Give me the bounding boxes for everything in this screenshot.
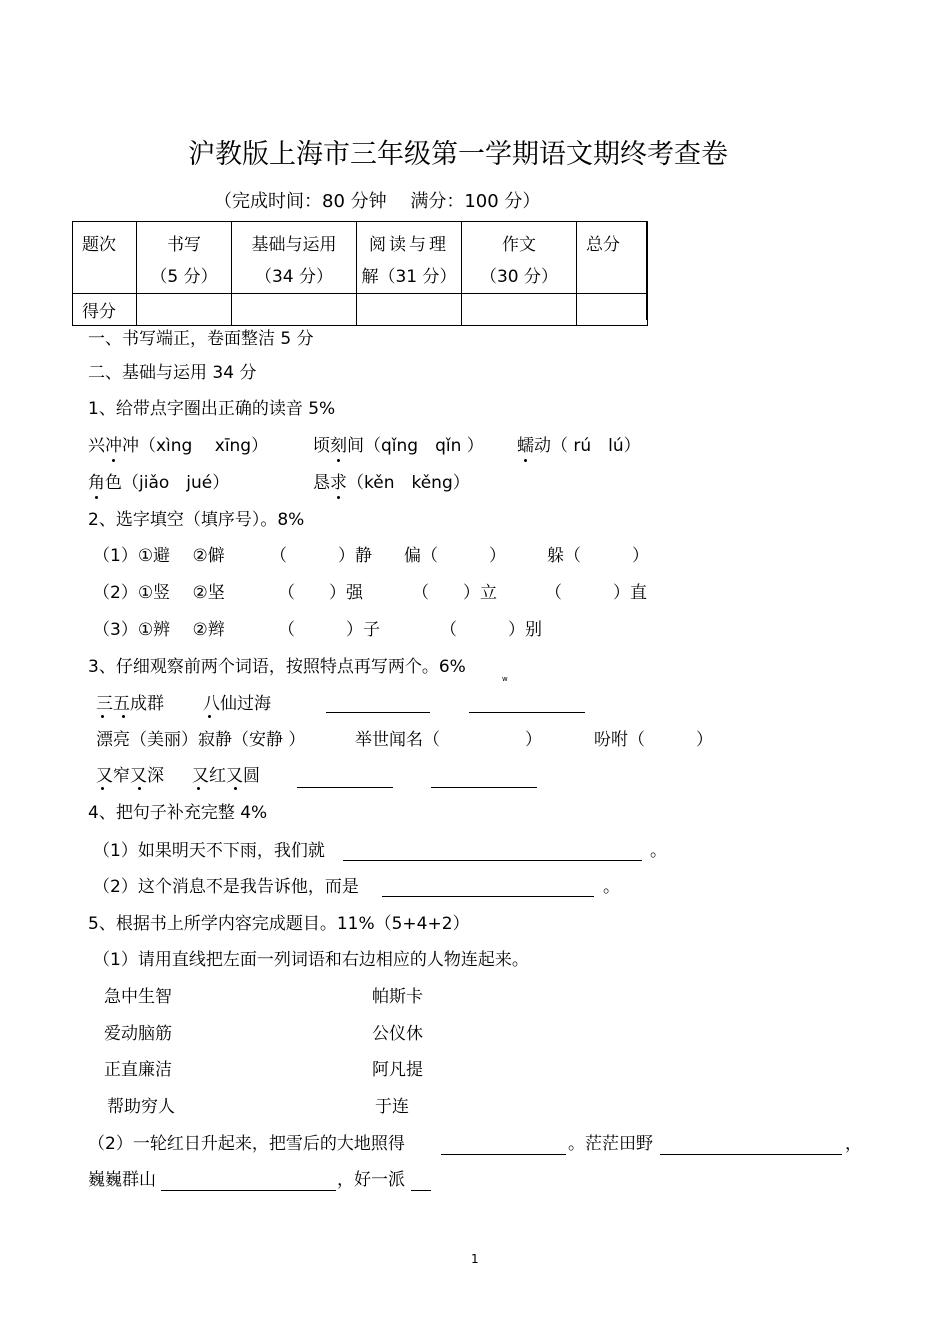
q2-row-2-blank-1[interactable]: （ ）强	[278, 583, 363, 603]
q3-example-3a: 又窄又深	[96, 766, 164, 786]
q1-item-4	[88, 475, 229, 492]
header-label: 书写	[167, 235, 201, 255]
q3-blank-2c[interactable]: 吩咐（ ）	[594, 730, 713, 750]
q1-item-5	[313, 475, 470, 492]
page-number: 1	[471, 1252, 479, 1266]
q5-part-2-text-b: 。茫茫田野	[568, 1134, 653, 1154]
q3-example-1b: 八仙过海	[203, 694, 271, 714]
q4-answer-line-2[interactable]	[382, 896, 594, 897]
score-input-cell[interactable]	[232, 294, 357, 326]
dot-mark	[138, 787, 141, 790]
header-points: 解（31 分）	[361, 267, 457, 287]
q3-answer-line[interactable]	[431, 787, 537, 788]
score-input-cell[interactable]	[462, 294, 577, 326]
q2-row-3-label: （3）①辨 ②辫	[93, 620, 225, 640]
match-left-item[interactable]: 急中生智	[104, 987, 172, 1007]
dot-mark	[101, 715, 104, 718]
q5-part-2-comma: ，	[845, 1134, 862, 1154]
dotted-char: 角	[88, 473, 105, 493]
table-double-border	[646, 221, 649, 320]
question-5-title: 5、根据书上所学内容完成题目。11%（5+4+2）	[88, 914, 470, 934]
q3-blank-2b[interactable]: 举世闻名（ ）	[355, 730, 542, 750]
q2-row-1-blank-2[interactable]: 偏（ ）	[404, 546, 506, 566]
match-right-item[interactable]: 阿凡提	[372, 1060, 423, 1080]
match-right-item[interactable]: 公仪休	[372, 1024, 423, 1044]
score-input-cell[interactable]	[357, 294, 462, 326]
dotted-char: 蠕	[517, 436, 534, 456]
q1-text: 兴	[88, 436, 105, 456]
q1-pinyin-choices[interactable]: 间（qǐng qǐn ）	[347, 436, 484, 456]
q5-part-2-text-d: 巍巍群山	[88, 1170, 156, 1190]
q2-row-1-label: （1）①避 ②僻	[93, 546, 225, 566]
q5-part-2-text-e: ，好一派	[337, 1170, 405, 1190]
tiny-mark: w	[502, 675, 508, 683]
q2-row-3-blank-2[interactable]: （ ）别	[440, 620, 542, 640]
q3-example-1a: 三五成群	[96, 694, 164, 714]
score-table-header-row	[73, 222, 648, 294]
q1-pinyin-choices[interactable]: 色（jiǎo jué）	[105, 473, 230, 493]
score-row-label: 得分	[73, 294, 137, 326]
q2-row-1-blank-1[interactable]: （ ）静	[270, 546, 372, 566]
header-cell	[73, 222, 137, 294]
match-left-item[interactable]: 正直廉洁	[104, 1060, 172, 1080]
q4-sentence-2: （2）这个消息不是我告诉他，而是	[93, 877, 359, 897]
question-2-title: 2、选字填空（填序号）。8%	[88, 510, 305, 530]
q4-period: 。	[603, 877, 620, 897]
header-cell	[137, 222, 232, 294]
score-input-cell[interactable]	[137, 294, 232, 326]
dot-mark	[101, 787, 104, 790]
header-label: 总分	[586, 235, 620, 255]
dotted-char: 刻	[330, 436, 347, 456]
dot-mark	[197, 787, 200, 790]
match-left-item[interactable]: 帮助穷人	[107, 1097, 175, 1117]
dot-mark	[122, 715, 125, 718]
q2-row-2-blank-2[interactable]: （ ）立	[412, 583, 497, 603]
q1-item-1	[88, 438, 268, 455]
header-cell	[232, 222, 357, 294]
q1-pinyin-choices[interactable]: 动（ rú lú）	[534, 436, 641, 456]
dotted-char: 求	[330, 473, 347, 493]
q4-sentence-1: （1）如果明天不下雨，我们就	[93, 841, 325, 861]
header-label: 题次	[82, 235, 116, 255]
header-cell	[577, 222, 648, 294]
header-points: （5 分）	[150, 267, 218, 287]
q5-part-1-instruction: （1）请用直线把左面一列词语和右边相应的人物连起来。	[93, 950, 529, 970]
header-cell	[462, 222, 577, 294]
question-1-title: 1、给带点字圈出正确的读音 5%	[88, 399, 336, 419]
q3-answer-line[interactable]	[297, 787, 393, 788]
section-one-heading: 一、书写端正，卷面整洁 5 分	[88, 329, 314, 349]
question-3-title: 3、仔细观察前两个词语，按照特点再写两个。6%	[88, 657, 466, 677]
header-label: 作文	[502, 235, 536, 255]
header-points: （30 分）	[479, 267, 559, 287]
header-label: 阅读与理	[369, 235, 449, 255]
q1-pinyin-choices[interactable]: （kěn kěng）	[347, 473, 470, 493]
dot-mark	[208, 715, 211, 718]
q1-item-2	[313, 438, 484, 455]
q5-answer-line[interactable]	[161, 1190, 336, 1191]
score-input-cell[interactable]	[577, 294, 648, 326]
q1-text: 顷	[313, 436, 330, 456]
q4-period: 。	[650, 841, 667, 861]
match-left-item[interactable]: 爱动脑筋	[104, 1024, 172, 1044]
q3-example-3b: 又红又圆	[192, 766, 260, 786]
header-label: 基础与运用	[251, 235, 337, 255]
score-table	[72, 221, 648, 326]
question-4-title: 4、把句子补充完整 4%	[88, 803, 268, 823]
exam-subtitle: （完成时间：80 分钟 满分：100 分）	[214, 191, 541, 212]
page-title: 沪教版上海市三年级第一学期语文期终考查卷	[188, 139, 728, 170]
q5-answer-line[interactable]	[441, 1154, 566, 1155]
q2-row-3-blank-1[interactable]: （ ）子	[278, 620, 380, 640]
q3-example-2a: 漂亮（美丽）寂静（安静 ）	[96, 730, 306, 750]
match-right-item[interactable]: 帕斯卡	[372, 987, 423, 1007]
q3-answer-line[interactable]	[469, 712, 585, 713]
q1-pinyin-choices[interactable]: 冲（xìng xīng）	[122, 436, 269, 456]
q2-row-2-label: （2）①竖 ②坚	[93, 583, 225, 603]
q2-row-1-blank-3[interactable]: 躲（ ）	[547, 546, 649, 566]
q4-answer-line-1[interactable]	[343, 860, 642, 861]
q2-row-2-blank-3[interactable]: （ ）直	[545, 583, 647, 603]
q5-answer-line[interactable]	[660, 1154, 842, 1155]
q3-answer-line[interactable]	[326, 712, 430, 713]
header-points: （34 分）	[254, 267, 334, 287]
q5-part-2-text-a: （2）一轮红日升起来，把雪后的大地照得	[88, 1134, 405, 1154]
section-two-heading: 二、基础与运用 34 分	[88, 363, 257, 383]
q1-item-3	[517, 438, 641, 455]
match-right-item[interactable]: 于连	[375, 1097, 409, 1117]
dotted-char: 冲	[105, 436, 122, 456]
q5-answer-line[interactable]	[411, 1190, 431, 1191]
score-row	[73, 294, 648, 326]
q1-text: 恳	[313, 473, 330, 493]
header-cell	[357, 222, 462, 294]
dot-mark	[234, 787, 237, 790]
